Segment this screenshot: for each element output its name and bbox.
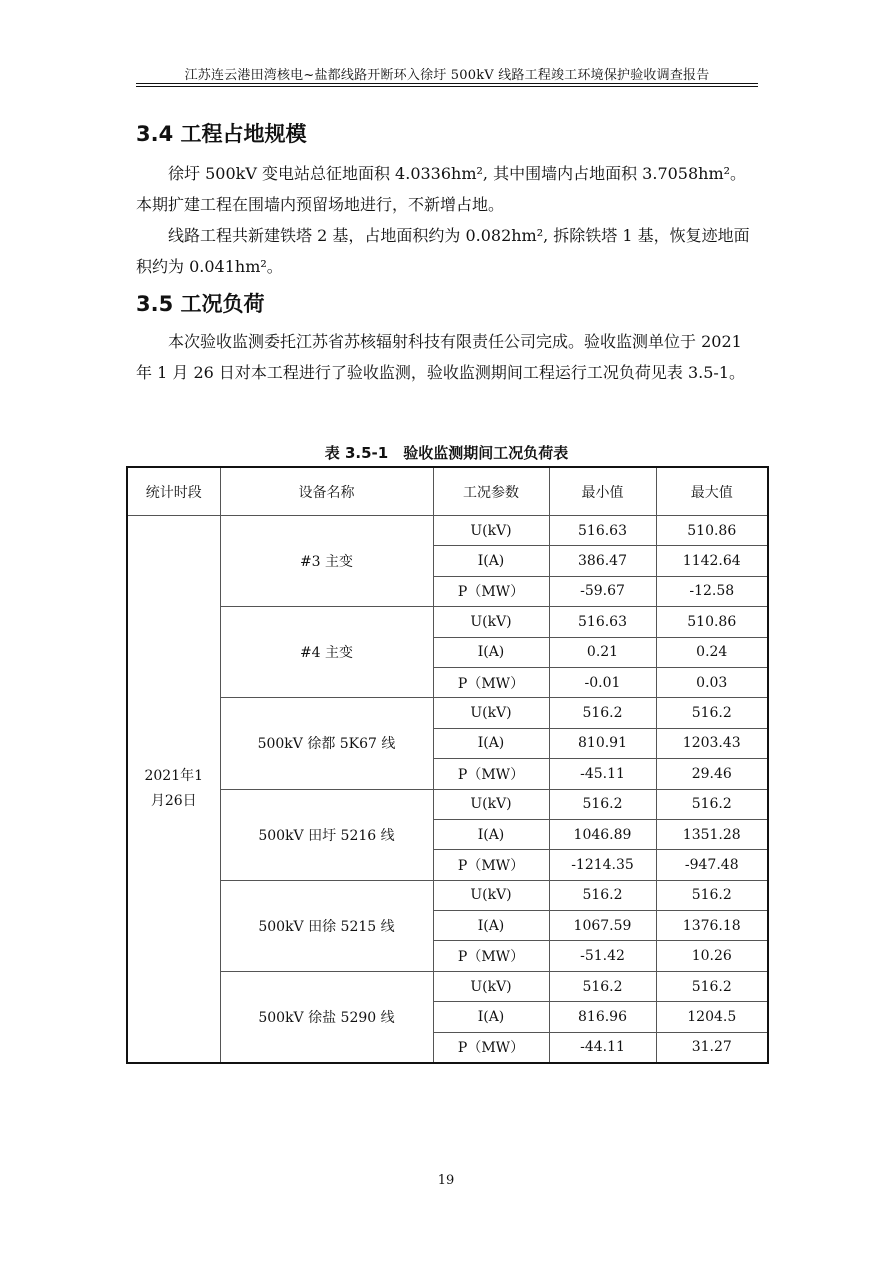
max-cell: -947.48 xyxy=(656,850,768,880)
min-cell: 516.63 xyxy=(549,516,656,546)
max-cell: -12.58 xyxy=(656,576,768,606)
param-cell: I(A) xyxy=(433,546,549,576)
min-cell: -59.67 xyxy=(549,576,656,606)
header-rule-thick xyxy=(136,83,758,84)
min-cell: 816.96 xyxy=(549,1002,656,1032)
param-cell: P（MW） xyxy=(433,667,549,697)
min-cell: -44.11 xyxy=(549,1032,656,1063)
min-cell: -1214.35 xyxy=(549,850,656,880)
param-cell: I(A) xyxy=(433,637,549,667)
period-cell xyxy=(127,516,220,1064)
header-rule-thin xyxy=(136,86,758,87)
header-cell-parameter: 工况参数 xyxy=(433,467,549,516)
header-cell-max: 最大值 xyxy=(656,467,768,516)
table-row xyxy=(127,789,768,819)
max-cell: 0.03 xyxy=(656,667,768,697)
max-cell: 516.2 xyxy=(656,698,768,728)
table-caption: 表 3.5-1 验收监测期间工况负荷表 xyxy=(324,444,569,462)
max-cell: 516.2 xyxy=(656,880,768,910)
page-number: 19 xyxy=(437,1173,455,1188)
header-cell-period: 统计时段 xyxy=(127,467,220,516)
table-header-row xyxy=(127,467,768,516)
max-cell: 1351.28 xyxy=(656,819,768,849)
equipment-cell: #3 主变 xyxy=(220,516,433,607)
max-cell: 516.2 xyxy=(656,789,768,819)
table-row xyxy=(127,516,768,546)
min-cell: 0.21 xyxy=(549,637,656,667)
param-cell: I(A) xyxy=(433,819,549,849)
param-cell: U(kV) xyxy=(433,516,549,546)
max-cell: 516.2 xyxy=(656,971,768,1001)
param-cell: U(kV) xyxy=(433,789,549,819)
max-cell: 510.86 xyxy=(656,607,768,637)
max-cell: 1376.18 xyxy=(656,911,768,941)
section-3-5-paragraph-1: 本次验收监测委托江苏省苏核辐射科技有限责任公司完成。验收监测单位于 2021 年 1 月 26 日对本工程进行了验收监测，验收监测期间工程运行工况负荷见表 3.5-1。 xyxy=(136,332,746,382)
min-cell: 386.47 xyxy=(549,546,656,576)
equipment-cell: 500kV 田徐 5215 线 xyxy=(220,880,433,971)
equipment-cell: #4 主变 xyxy=(220,607,433,698)
param-cell: U(kV) xyxy=(433,971,549,1001)
param-cell: I(A) xyxy=(433,728,549,758)
max-cell: 0.24 xyxy=(656,637,768,667)
min-cell: 516.2 xyxy=(549,971,656,1001)
min-cell: 810.91 xyxy=(549,728,656,758)
period-text: 2021年1月26日 xyxy=(144,768,204,810)
param-cell: I(A) xyxy=(433,1002,549,1032)
max-cell: 1142.64 xyxy=(656,546,768,576)
section-3-5-title: 3.5 工况负荷 xyxy=(136,292,265,316)
param-cell: P（MW） xyxy=(433,576,549,606)
equipment-cell: 500kV 田圩 5216 线 xyxy=(220,789,433,880)
param-cell: U(kV) xyxy=(433,607,549,637)
max-cell: 1204.5 xyxy=(656,1002,768,1032)
min-cell: 1046.89 xyxy=(549,819,656,849)
max-cell: 510.86 xyxy=(656,516,768,546)
min-cell: 516.63 xyxy=(549,607,656,637)
min-cell: -51.42 xyxy=(549,941,656,971)
equipment-cell: 500kV 徐盐 5290 线 xyxy=(220,971,433,1063)
running-header: 江苏连云港田湾核电~盐都线路开断环入徐圩 500kV 线路工程竣工环境保护验收调查报告 xyxy=(184,68,710,83)
section-3-4-paragraph-1: 徐圩 500kV 变电站总征地面积 4.0336hm², 其中围墙内占地面积 3.7058hm²。本期扩建工程在围墙内预留场地进行，不新增占地。 xyxy=(136,164,747,214)
min-cell: -45.11 xyxy=(549,759,656,789)
table-row xyxy=(127,607,768,637)
param-cell: U(kV) xyxy=(433,698,549,728)
section-3-4-body xyxy=(136,158,760,282)
min-cell: 516.2 xyxy=(549,698,656,728)
load-table xyxy=(126,466,769,1064)
min-cell: 1067.59 xyxy=(549,911,656,941)
equipment-cell: 500kV 徐都 5K67 线 xyxy=(220,698,433,789)
table-row xyxy=(127,880,768,910)
param-cell: P（MW） xyxy=(433,850,549,880)
param-cell: U(kV) xyxy=(433,880,549,910)
section-3-4-paragraph-2: 线路工程共新建铁塔 2 基，占地面积约为 0.082hm², 拆除铁塔 1 基，恢复迹地面积约为 0.041hm²。 xyxy=(136,226,750,276)
max-cell: 29.46 xyxy=(656,759,768,789)
table-row xyxy=(127,698,768,728)
max-cell: 10.26 xyxy=(656,941,768,971)
min-cell: -0.01 xyxy=(549,667,656,697)
section-3-4-title: 3.4 工程占地规模 xyxy=(136,122,307,146)
section-3-5-body xyxy=(136,326,760,388)
min-cell: 516.2 xyxy=(549,789,656,819)
table-row xyxy=(127,971,768,1001)
param-cell: P（MW） xyxy=(433,941,549,971)
max-cell: 31.27 xyxy=(656,1032,768,1063)
param-cell: P（MW） xyxy=(433,1032,549,1063)
param-cell: I(A) xyxy=(433,911,549,941)
param-cell: P（MW） xyxy=(433,759,549,789)
max-cell: 1203.43 xyxy=(656,728,768,758)
min-cell: 516.2 xyxy=(549,880,656,910)
header-cell-min: 最小值 xyxy=(549,467,656,516)
header-cell-equipment: 设备名称 xyxy=(220,467,433,516)
